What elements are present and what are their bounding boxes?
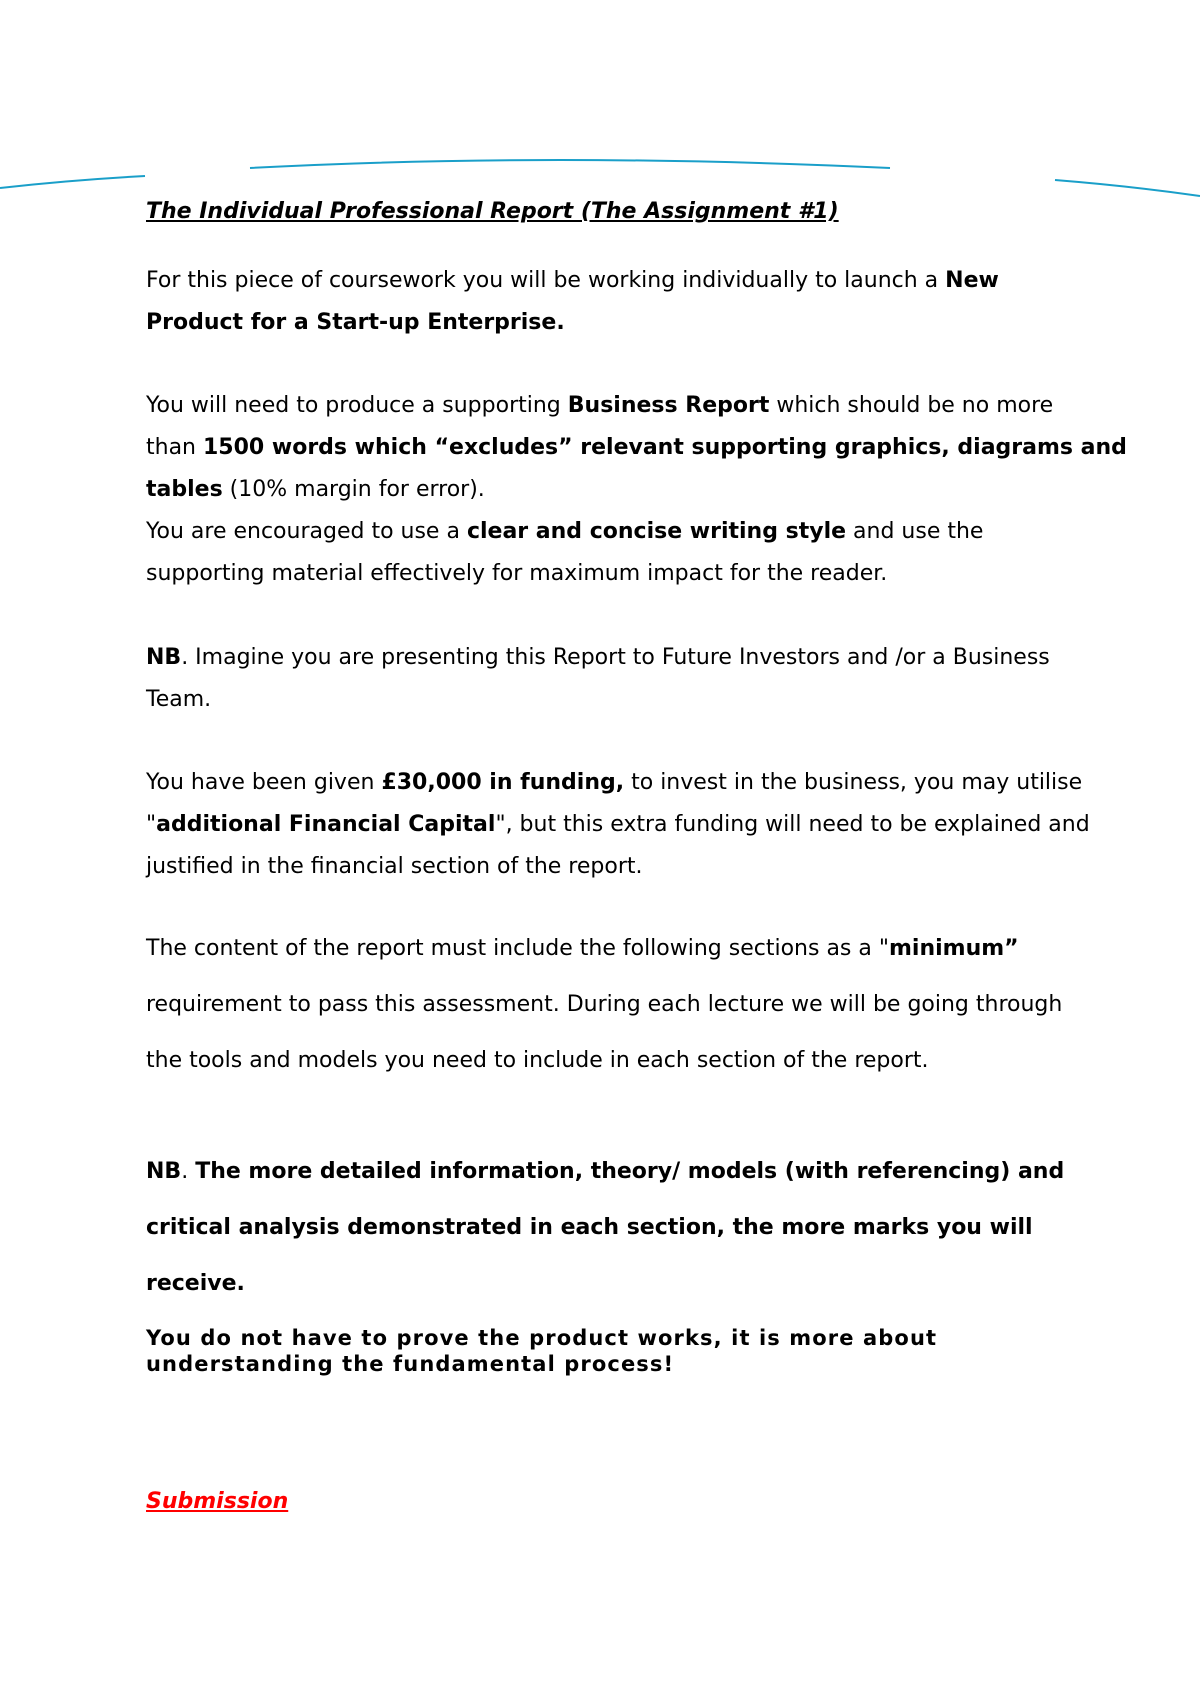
report-text-6: and use the [846,519,984,544]
prove-paragraph [146,1325,937,1377]
intro-paragraph [146,260,999,344]
report-paragraph [146,385,1127,595]
content-text-3: the tools and models you need to include in each section of the report. [146,1048,929,1073]
nb2-bold-3: critical analysis demonstrated in each section, the more marks you will [146,1215,1033,1240]
funding-paragraph [146,762,1090,888]
content-text-2: requirement to pass this assessment. During each lecture we will be going through [146,992,1063,1017]
submission-heading: Submission [146,1489,289,1514]
nb2-bold-1: NB [146,1159,182,1184]
nb2-bold-2: The more detailed information, theory/ models (with referencing) and [195,1159,1065,1184]
report-text-3: than [146,435,203,460]
funding-text-1: You have been given [146,770,382,795]
document-title: The Individual Professional Report (The Assignment #1) [146,199,839,224]
arc-right [1055,180,1200,196]
arc-left [0,176,145,188]
nb1-bold: NB [146,645,182,670]
report-bold-1: Business Report [567,393,770,418]
intro-text-1: For this piece of coursework you will be working individually to launch a [146,268,946,293]
prove-line-2: understanding the fundamental process! [146,1352,675,1376]
funding-text-4: ", but this extra funding will need to be explained and [495,812,1090,837]
report-text-5: You are encouraged to use a [146,519,467,544]
nb1-text-1: . Imagine you are presenting this Report to Future Investors and /or a Business [181,645,1050,670]
content-bold-1: minimum” [888,936,1019,961]
intro-bold-1: New [945,268,999,293]
content-paragraph [146,921,1062,1089]
report-text-2: which should be no more [769,393,1054,418]
nb-marks-paragraph [146,1144,1064,1312]
funding-bold-2: additional Financial Capital [156,812,496,837]
funding-bold-1: £30,000 in funding, [381,770,625,795]
arc-center [250,160,890,168]
nb2-bold-4: receive. [146,1271,245,1296]
report-text-1: You will need to produce a supporting [146,393,568,418]
funding-text-2: to invest in the business, you may utilise [624,770,1083,795]
report-bold-3: tables [146,477,223,502]
report-text-7: supporting material effectively for maximum impact for the reader. [146,561,888,586]
report-bold-4: clear and concise writing style [466,519,847,544]
nb-investors-paragraph [146,637,1050,721]
content-text-1: The content of the report must include the following sections as a " [146,936,889,961]
funding-text-3: " [146,812,157,837]
funding-text-5: justified in the financial section of the report. [146,854,643,879]
prove-line-1: You do not have to prove the product works, it is more about [146,1326,938,1350]
nb2-text-1: . [181,1159,196,1184]
report-text-4: (10% margin for error). [222,477,485,502]
decorative-header-arcs [0,0,1200,220]
nb1-text-2: Team. [146,687,212,712]
intro-bold-2: Product for a Start-up Enterprise. [146,310,565,335]
report-bold-2: 1500 words which “excludes” relevant supporting graphics, diagrams and [203,435,1127,460]
